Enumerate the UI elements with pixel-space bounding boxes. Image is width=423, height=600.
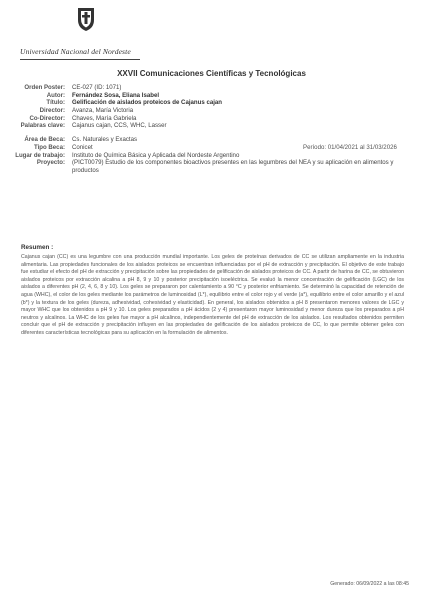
field-value: Chaves, María Gabriela [72, 114, 137, 122]
field-value: CE-027 (ID: 1071) [72, 84, 122, 91]
field-label: Orden Poster: [24, 84, 65, 91]
field-value: Cajanus cajan, CCS, WHC, Lasser [72, 122, 167, 130]
field-value: Conicet [72, 143, 93, 151]
field-co-director [18, 115, 413, 123]
conference-title: XXVII Comunicaciones Científicas y Tecnológicas [117, 69, 306, 78]
resumen-heading: Resumen : [21, 244, 54, 251]
field-proyecto [18, 159, 413, 174]
field-director [18, 107, 413, 115]
university-name: Universidad Nacional del Nordeste [20, 47, 131, 56]
field-label: Lugar de trabajo: [15, 151, 65, 159]
field-tipo-beca [18, 144, 413, 152]
field-label: Título: [46, 99, 65, 107]
field-orden-poster [18, 84, 413, 92]
field-value: Gelificación de aislados proteicos de Cajanus cajan [72, 99, 223, 107]
field-autor [18, 92, 413, 100]
field-label: Director: [39, 107, 65, 115]
generated-timestamp: Generado: 06/09/2022 a las 08:45 [330, 581, 409, 587]
field-value: Avanza, María Victoria [72, 107, 134, 115]
field-titulo [18, 99, 413, 107]
field-value: Fernández Sosa, Eliana Isabel [72, 91, 160, 99]
periodo-beca: Período: 01/04/2021 al 31/03/2026 [303, 143, 397, 151]
field-label: Tipo Beca: [33, 143, 65, 151]
field-label: Proyecto: [36, 159, 65, 167]
field-area-beca [18, 136, 413, 144]
field-value: Cs. Naturales y Exactas [72, 136, 138, 144]
field-lugar-trabajo [15, 151, 413, 160]
field-value: Instituto de Química Básica y Aplicada del Nordeste Argentino [72, 151, 240, 159]
field-label: Autor: [46, 91, 65, 99]
field-label: Área de Beca: [24, 136, 65, 144]
resumen-text: Cajanus cajan (CC) es una legumbre con una producción mundial importante. Los geles de proteínas derivados de CC se utilizan ampliamente en la industria alimentaria. Las propiedades funcionales de los aislados proteicos se encuentran influenciadas por el pH de extracción y precipitación. El objetivo de este trabajo fue estudiar el efecto del pH de extracción y precipitación sobre las propiedades de gelificación de aislados proteicos de CC. A partir de harina de CC, se obtuvieron aislados proteicos por extracción alcalina a pH 8, 9 y 10 y posterior precipitación isoeléctrica. Se evaluó la menor concentración de gelificación (LGC) de los aislados a diferentes pH (2, 4, 6, 8 y 10). Los geles se prepararon por calentamiento a 90 °C y posterior enfriamiento. Se determinó la capacidad de retención de agua (WHC), el color de los geles mediante los parámetros de luminosidad (L*), equilibrio entre el color rojo y el verde (a*), equilibrio entre el color amarillo y el azul (b*) y la textura de los geles (dureza, adhesividad, cohesividad y elasticidad). En general, los aislados obtenidos a pH 8 presentaron menores valores de LGC y mayor WHC que los obtenidos a pH 9 y 10. Los geles preparados a pH ácidos (2 y 4) presentaron mayor luminosidad y menor dureza que los preparados a pH neutros y alcalinos. La WHC de los geles fue mayor a pH alcalinos, independientemente del pH de extracción de los aislados. Los resultados obtenidos permiten concluir que el pH de extracción y precipitación influyen en las propiedades de gelificación de los aislados proteicos de CC, lo que permite obtener geles con diferentes características tecnológicas para su aplicación en la formulación de alimentos. [21, 254, 404, 336]
university-crest-icon [75, 6, 97, 32]
field-value: (PICT0079) Estudio de los componentes bioactivos presentes en las legumbres del NEA y su aplicación en alimentos y productos [72, 159, 394, 174]
header-divider [20, 59, 140, 60]
field-label: Co-Director: [29, 114, 65, 122]
field-label: Palabras clave: [20, 122, 65, 130]
metadata-fields [15, 84, 413, 175]
field-palabras-clave [18, 122, 413, 130]
